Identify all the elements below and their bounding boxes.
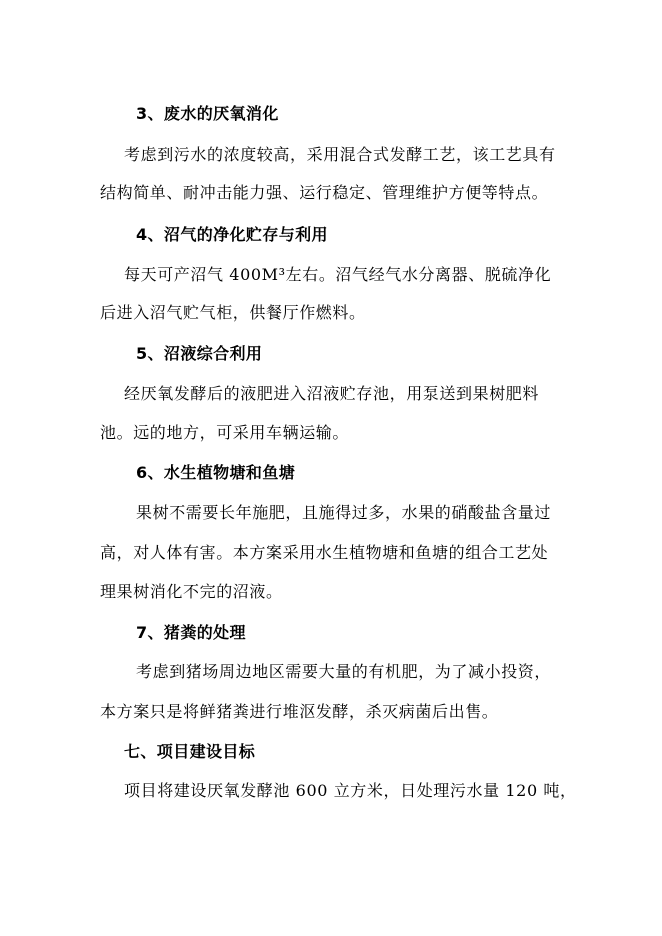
paragraph-line: 高，对人体有害。本方案采用水生植物塘和鱼塘的组合工艺处 [100,543,549,562]
section-heading: 6、水生植物塘和鱼塘 [136,463,296,482]
paragraph-line: 结构简单、耐冲击能力强、运行稳定、管理维护方便等特点。 [100,183,549,202]
paragraph-line: 考虑到猪场周边地区需要大量的有机肥，为了减小投资， [136,662,552,681]
section-heading: 4、沼气的净化贮存与利用 [136,225,328,244]
paragraph-line: 本方案只是将鲜猪粪进行堆沤发酵，杀灭病菌后出售。 [100,702,499,721]
section-heading: 5、沼液综合利用 [136,344,263,363]
section-heading: 七、项目建设目标 [124,742,256,761]
paragraph-line: 项目将建设厌氧发酵池 600 立方米，日处理污水量 120 吨， [124,781,577,800]
section-heading: 3、废水的厌氧消化 [136,104,279,123]
section-heading: 7、猪粪的处理 [136,623,246,642]
paragraph-line: 经厌氧发酵后的液肥进入沼液贮存池，用泵送到果树肥料 [124,384,540,403]
paragraph-line: 理果树消化不完的沼液。 [100,582,283,601]
paragraph-line: 果树不需要长年施肥，且施得过多，水果的硝酸盐含量过 [136,503,552,522]
paragraph-line: 每天可产沼气 400M³左右。沼气经气水分离器、脱硫净化 [124,265,552,284]
paragraph-line: 考虑到污水的浓度较高，采用混合式发酵工艺，该工艺具有 [124,145,556,164]
paragraph-line: 后进入沼气贮气柜，供餐厅作燃料。 [100,303,366,322]
paragraph-line: 池。远的地方，可采用车辆运输。 [100,423,350,442]
